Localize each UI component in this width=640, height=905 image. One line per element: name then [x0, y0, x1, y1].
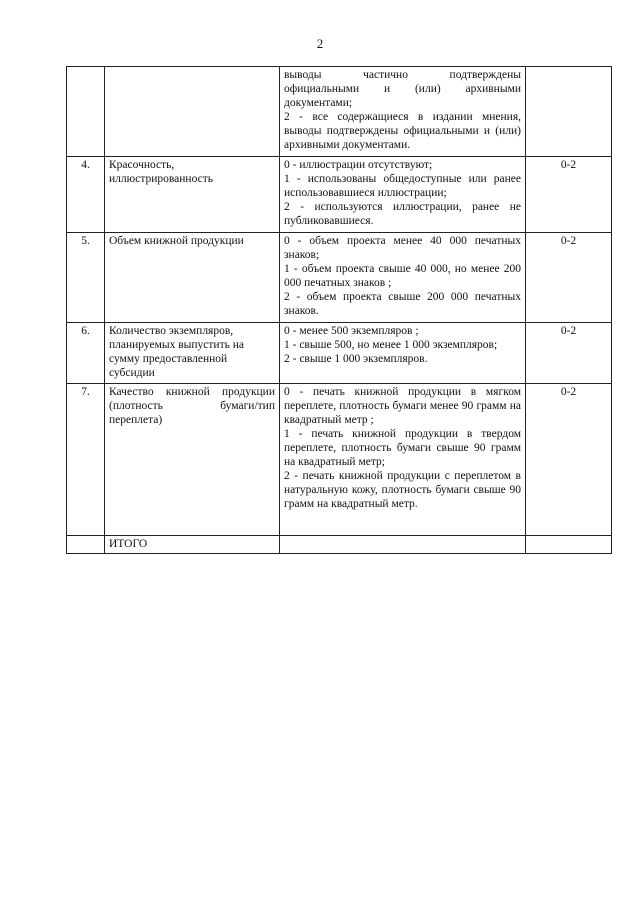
criterion-description	[280, 384, 526, 536]
table-row	[67, 233, 612, 323]
row-number	[67, 536, 105, 554]
score-range: 0-2	[526, 157, 612, 233]
criterion-description	[280, 157, 526, 233]
row-number	[67, 67, 105, 157]
criterion-description	[280, 323, 526, 384]
score-range: 0-2	[526, 323, 612, 384]
row-number: 6.	[67, 323, 105, 384]
page-number: 2	[316, 36, 324, 51]
criterion-name: Количество экземпляров, планируемых выпустить на сумму предоставленной субсидии	[105, 323, 280, 384]
criteria-table	[66, 66, 612, 554]
description-line: 1 - печать книжной продукции в твердом переплете, плотность бумаги свыше 90 грамм на квадратный метр;	[284, 428, 521, 468]
score-range	[526, 67, 612, 157]
description-line: выводы частично подтверждены официальными и (или) архивными документами;	[284, 69, 521, 109]
description-line: 0 - объем проекта менее 40 000 печатных знаков;	[284, 235, 521, 261]
criterion-name: Качество книжной продукции (плотность бумаги/тип переплета)	[105, 384, 280, 536]
description-line: 0 - менее 500 экземпляров ;	[284, 325, 419, 337]
total-description	[280, 536, 526, 554]
row-number: 5.	[67, 233, 105, 323]
table-row	[67, 384, 612, 536]
score-range: 0-2	[526, 233, 612, 323]
description-line: 1 - использованы общедоступные или ранее использовавшиеся иллюстрации;	[284, 173, 521, 199]
row-number: 7.	[67, 384, 105, 536]
score-range: 0-2	[526, 384, 612, 536]
description-line: 0 - печать книжной продукции в мягком переплете, плотность бумаги менее 90 грамм на квадратный метр ;	[284, 386, 521, 426]
total-score	[526, 536, 612, 554]
total-row	[67, 536, 612, 554]
description-line: 1 - объем проекта свыше 40 000, но менее 200 000 печатных знаков ;	[284, 263, 521, 289]
total-label: ИТОГО	[105, 536, 280, 554]
description-line: 2 - объем проекта свыше 200 000 печатных знаков.	[284, 291, 521, 317]
description-line: 2 - используются иллюстрации, ранее не публиковавшиеся.	[284, 201, 521, 227]
description-line: 0 - иллюстрации отсутствуют;	[284, 159, 433, 171]
criterion-description	[280, 67, 526, 157]
description-line: 1 - свыше 500, но менее 1 000 экземпляров;	[284, 339, 498, 351]
criterion-name: Красочность, иллюстрированность	[105, 157, 280, 233]
table-row	[67, 67, 612, 157]
row-number: 4.	[67, 157, 105, 233]
description-line: 2 - все содержащиеся в издании мнения, выводы подтверждены официальными и (или) архивными документами.	[284, 111, 521, 151]
criterion-description	[280, 233, 526, 323]
description-line: 2 - печать книжной продукции с переплетом в натуральную кожу, плотность бумаги свыше 90 грамм на квадратный метр.	[284, 470, 521, 510]
table-row	[67, 157, 612, 233]
table-row	[67, 323, 612, 384]
description-line: 2 - свыше 1 000 экземпляров.	[284, 353, 428, 365]
criterion-name	[105, 67, 280, 157]
criterion-name: Объем книжной продукции	[105, 233, 280, 323]
